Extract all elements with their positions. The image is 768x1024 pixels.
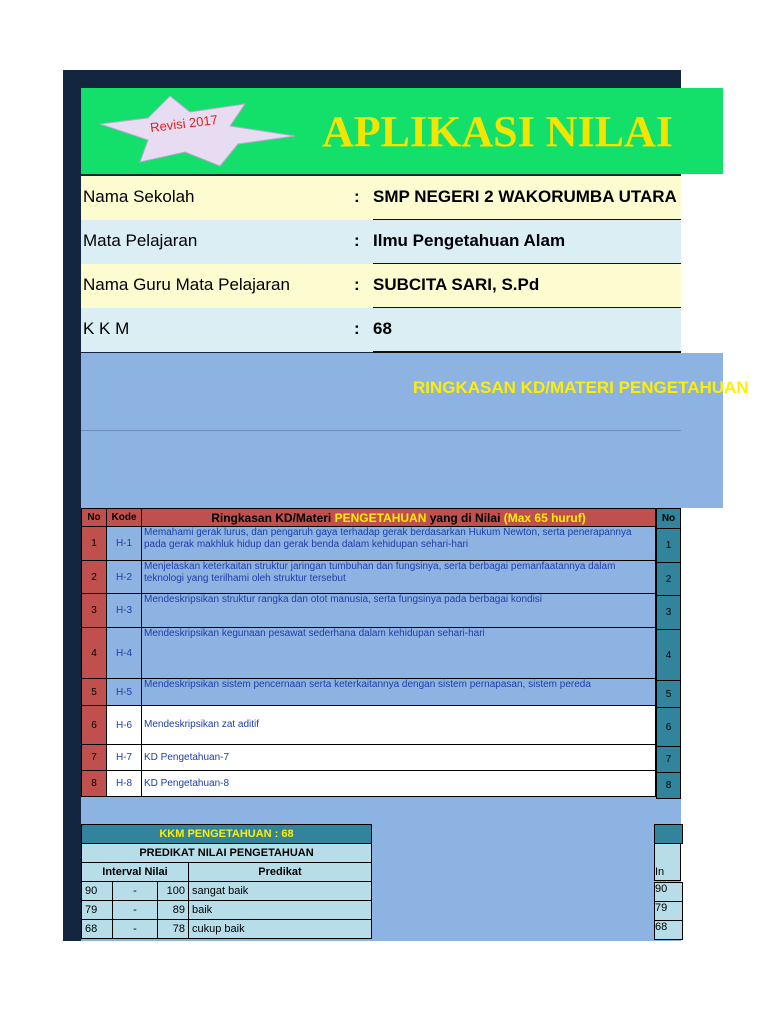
interval-from[interactable]: 68 xyxy=(82,920,113,939)
row-kode: H-3 xyxy=(107,594,142,628)
table-row xyxy=(82,527,656,561)
revisi-star-badge xyxy=(100,96,295,166)
info-label: Nama Sekolah xyxy=(83,187,195,206)
right-row-no: 5 xyxy=(657,681,681,708)
row-desc[interactable]: KD Pengetahuan-7 xyxy=(142,745,656,771)
kkm-title: KKM PENGETAHUAN : 68 xyxy=(82,825,372,844)
info-label: Nama Guru Mata Pelajaran xyxy=(83,275,290,294)
table-row xyxy=(82,561,656,594)
row-kode: H-7 xyxy=(107,745,142,771)
kd-header-row xyxy=(82,509,656,527)
row-no: 5 xyxy=(82,679,107,706)
table-row xyxy=(82,679,656,706)
divider xyxy=(81,430,681,431)
header-no: No xyxy=(82,509,107,527)
interval-from[interactable]: 79 xyxy=(82,901,113,920)
interval-dash: - xyxy=(113,882,158,901)
row-kode: H-2 xyxy=(107,561,142,594)
interval-to[interactable]: 78 xyxy=(158,920,189,939)
row-desc[interactable]: Mendeskripsikan kegunaan pesawat sederhana dalam kehidupan sehari-hari xyxy=(142,628,656,679)
row-desc[interactable]: Mendeskripsikan zat aditif xyxy=(142,706,656,745)
info-value[interactable]: SMP NEGERI 2 WAKORUMBA UTARA xyxy=(373,187,677,206)
interval-dash: - xyxy=(113,920,158,939)
right-stub-value: 90 xyxy=(654,882,683,902)
info-value[interactable]: SUBCITA SARI, S.Pd xyxy=(373,275,540,294)
row-desc[interactable]: Memahami gerak lurus, dan pengaruh gaya terhadap gerak berdasarkan Hukum Newton, serta penerapannya pada gerak makhluk hidup dan gerak benda dalam kehidupan sehari-hari xyxy=(142,527,656,561)
table-row xyxy=(82,594,656,628)
kkm-predikat-table xyxy=(81,824,372,939)
info-colon: : xyxy=(354,275,360,294)
info-label: K K M xyxy=(83,319,130,338)
row-kode: H-8 xyxy=(107,771,142,797)
app-title: APLIKASI NILAI xyxy=(322,107,673,156)
right-row-no: 6 xyxy=(657,708,681,747)
header-ringkasan xyxy=(142,509,656,527)
col-interval: Interval Nilai xyxy=(82,863,189,882)
right-header-no: No xyxy=(657,509,681,529)
header-title-mid: yang di Nilai xyxy=(429,510,501,525)
row-desc[interactable]: Mendeskripsikan sistem pencernaan serta keterkaitannya dengan sistem pernapasan, sistem pereda xyxy=(142,679,656,706)
info-row-kkm xyxy=(81,308,681,352)
row-no: 3 xyxy=(82,594,107,628)
info-colon: : xyxy=(354,187,360,206)
right-stub-value: 68 xyxy=(654,920,683,940)
table-row xyxy=(82,745,656,771)
row-no: 2 xyxy=(82,561,107,594)
predikat-value[interactable]: baik xyxy=(189,901,372,920)
header-title-prefix: Ringkasan KD/Materi xyxy=(211,510,332,525)
col-predikat: Predikat xyxy=(189,863,372,882)
row-desc[interactable]: Menjelaskan keterkaitan struktur jaringan tumbuhan dan fungsinya, serta berbagai pemanfaatannya dalam teknologi yang terilhami oleh struktur tersebut xyxy=(142,561,656,594)
info-row-sekolah xyxy=(81,176,681,220)
right-row-no: 2 xyxy=(657,563,681,596)
right-stub-title xyxy=(654,824,683,844)
info-colon: : xyxy=(354,231,360,250)
right-row-no: 4 xyxy=(657,630,681,681)
row-kode: H-5 xyxy=(107,679,142,706)
row-desc[interactable]: KD Pengetahuan-8 xyxy=(142,771,656,797)
header-kode: Kode xyxy=(107,509,142,527)
table-row xyxy=(82,771,656,797)
right-row-no: 3 xyxy=(657,596,681,630)
revisi-label: Revisi 2017 xyxy=(149,111,219,136)
row-no: 8 xyxy=(82,771,107,797)
row-no: 4 xyxy=(82,628,107,679)
ringkasan-title: RINGKASAN KD/MATERI PENGETAHUAN xyxy=(413,378,749,397)
row-kode: H-6 xyxy=(107,706,142,745)
header-title-note: (Max 65 huruf) xyxy=(503,510,586,525)
interval-from[interactable]: 90 xyxy=(82,882,113,901)
right-stub-header: In xyxy=(654,843,681,881)
info-row-guru xyxy=(81,264,681,308)
right-row-no: 7 xyxy=(657,747,681,773)
row-kode: H-4 xyxy=(107,628,142,679)
row-no: 6 xyxy=(82,706,107,745)
info-value[interactable]: 68 xyxy=(373,319,392,338)
predikat-value[interactable]: cukup baik xyxy=(189,920,372,939)
right-no-column xyxy=(656,508,681,799)
info-row-mapel xyxy=(81,220,681,264)
predikat-subtitle: PREDIKAT NILAI PENGETAHUAN xyxy=(82,844,372,863)
interval-to[interactable]: 89 xyxy=(158,901,189,920)
right-row-no: 1 xyxy=(657,529,681,563)
right-stub-value: 79 xyxy=(654,901,683,921)
kd-table xyxy=(81,508,656,797)
interval-dash: - xyxy=(113,901,158,920)
info-colon: : xyxy=(354,319,360,338)
row-desc[interactable]: Mendeskripsikan struktur rangka dan otot manusia, serta fungsinya pada berbagai kondisi xyxy=(142,594,656,628)
table-row xyxy=(82,628,656,679)
interval-to[interactable]: 100 xyxy=(158,882,189,901)
table-row xyxy=(82,901,372,920)
row-no: 1 xyxy=(82,527,107,561)
table-row xyxy=(82,920,372,939)
info-value[interactable]: Ilmu Pengetahuan Alam xyxy=(373,231,566,250)
row-no: 7 xyxy=(82,745,107,771)
row-kode: H-1 xyxy=(107,527,142,561)
table-row xyxy=(82,882,372,901)
info-label: Mata Pelajaran xyxy=(83,231,198,250)
right-row-no: 8 xyxy=(657,773,681,799)
table-row xyxy=(82,706,656,745)
header-title-highlight: PENGETAHUAN xyxy=(334,510,427,525)
predikat-value[interactable]: sangat baik xyxy=(189,882,372,901)
